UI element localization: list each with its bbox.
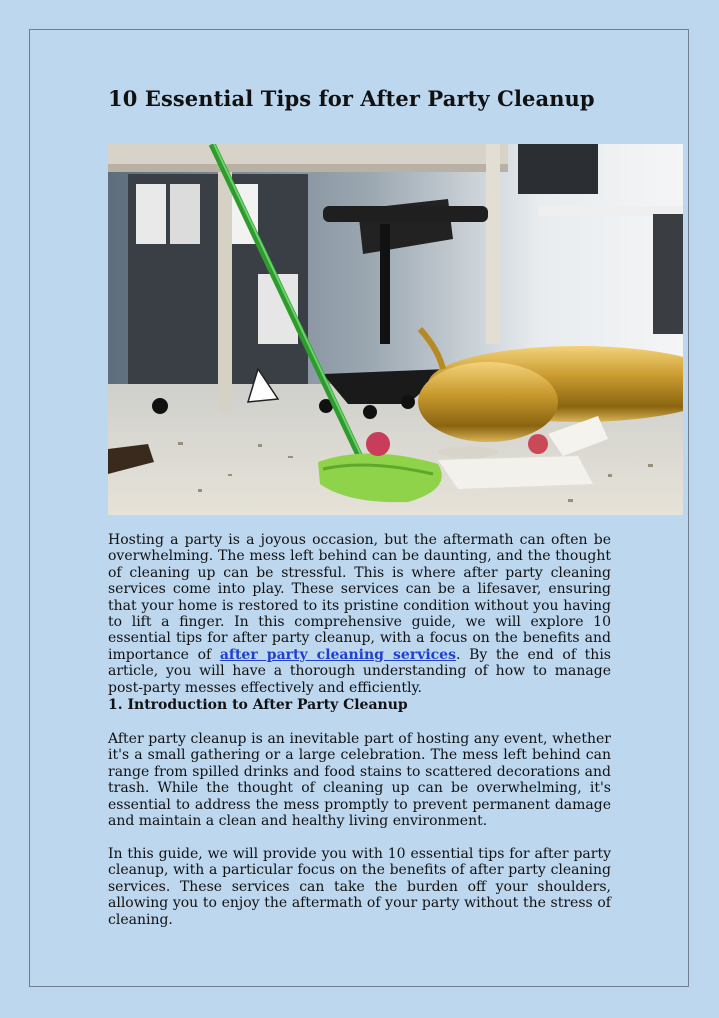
intro-text-after-link: . By the end of this article, you will have a thorough understanding of how to manage post-party messes effectively and efficiently. xyxy=(108,646,611,696)
section-paragraph-1: After party cleanup is an inevitable part of hosting any event, whether it's a small gathering or a large celebration. The mess left behind can range from spilled drinks and food stains to scattered decorations and trash. While the thought of cleaning up can be overwhelming, it's essential to address the mess promptly to prevent permanent damage and maintain a clean and healthy living environment. xyxy=(108,731,611,830)
after-party-cleaning-services-link[interactable]: after party cleaning services xyxy=(219,646,456,663)
document-title: 10 Essential Tips for After Party Cleanup xyxy=(108,86,595,111)
hero-image xyxy=(108,144,683,515)
section-heading: 1. Introduction to After Party Cleanup xyxy=(108,697,408,713)
section-paragraph-2: In this guide, we will provide you with 10 essential tips for after party cleanup, with a particular focus on the benefits of after party cleaning services. These services can take the burden off your shoulders, allowing you to enjoy the aftermath of your party without the stress of cleaning. xyxy=(108,846,611,928)
intro-paragraph xyxy=(108,532,611,696)
intro-text-before-link: Hosting a party is a joyous occasion, but the aftermath can often be overwhelming. The mess left behind can be daunting, and the thought of cleaning up can be stressful. This is where after party cleaning services come into play. These services can be a lifesaver, ensuring that your home is restored to its pristine condition without you having to lift a finger. In this comprehensive guide, we will explore 10 essential tips for after party cleanup, with a focus on the benefits and importance of xyxy=(108,532,611,663)
